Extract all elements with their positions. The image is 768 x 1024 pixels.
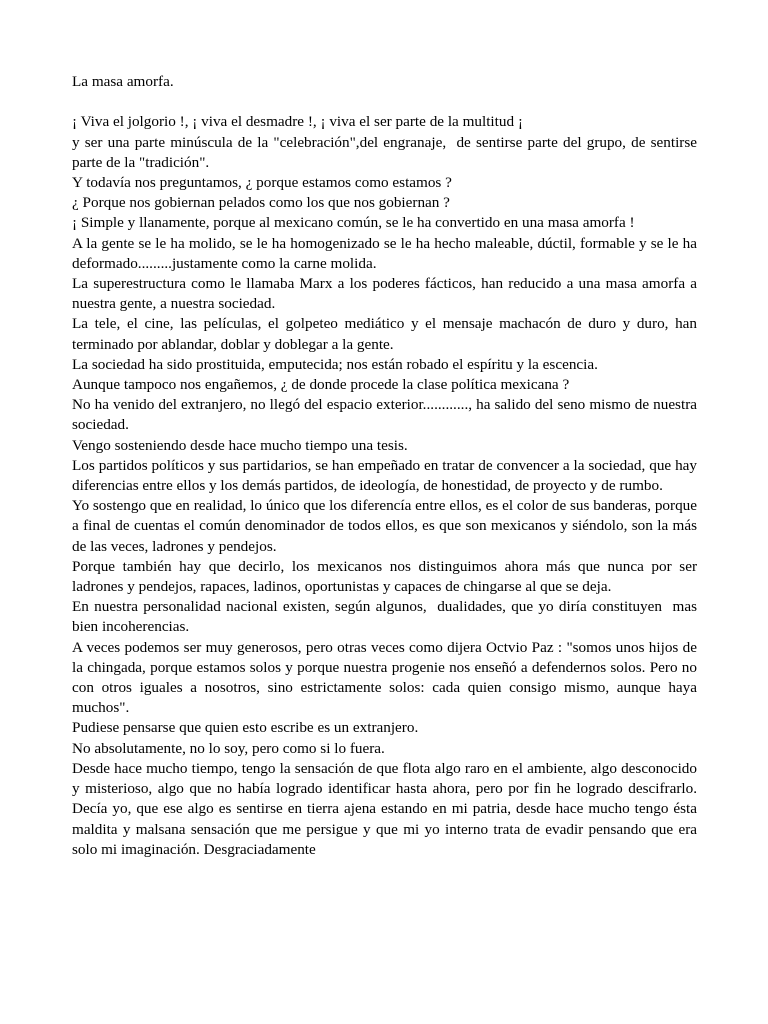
paragraph: En nuestra personalidad nacional existen, según algunos, dualidades, que yo diría constituyen mas bien incoherencias. xyxy=(72,598,701,636)
paragraph: Y todavía nos preguntamos, ¿ porque estamos como estamos ? xyxy=(72,174,452,191)
paragraph: Pudiese pensarse que quien esto escribe es un extranjero. xyxy=(72,719,419,737)
paragraph: La superestructura como le llamaba Marx a los poderes fácticos, han reducido a una masa amorfa a nuestra gente, a nuestra sociedad. xyxy=(72,275,701,313)
paragraph: ¡ Viva el jolgorio !, ¡ viva el desmadre !, ¡ viva el ser parte de la multitud ¡ xyxy=(72,113,523,131)
paragraph: Aunque tampoco nos engañemos, ¿ de donde procede la clase política mexicana ? xyxy=(72,376,570,394)
paragraph: Desde hace mucho tiempo, tengo la sensación de que flota algo raro en el ambiente, algo desconocido y misterioso, algo que no había logrado identificar hasta ahora, pero por fin he logrado descifrarlo. Decía yo, que ese algo es sentirse en tierra ajena estando en mi patria, desde hace mucho tengo ésta maldita y malsana sensación que me persigue y que mi yo interno trata de evadir pensando que era solo mi imaginación. Desgraciadamente xyxy=(72,759,701,858)
paragraph: La sociedad ha sido prostituida, emputecida; nos están robado el espíritu y la escencia. xyxy=(72,355,598,373)
document-title: La masa amorfa. xyxy=(72,73,174,90)
paragraph: Porque también hay que decirlo, los mexicanos nos distinguimos ahora más que nunca por ser ladrones y pendejos, rapaces, ladinos, oportunistas y capaces de chingarse al que se deja. xyxy=(72,557,701,596)
paragraph: No absolutamente, no lo soy, pero como si lo fuera. xyxy=(72,739,385,757)
paragraph: A veces podemos ser muy generosos, pero otras veces como dijera Octvio Paz : "somos unos hijos de la chingada, porque estamos solos y porque nuestra progenie nos enseñó a defendernos solos. Pero no con otros iguales a nosotros, sino estrictamente solos: cada quien consigo mismo, aunque haya muchos". xyxy=(72,638,701,717)
paragraph: No ha venido del extranjero, no llegó del espacio exterior............, ha salido del seno mismo de nuestra sociedad. xyxy=(72,396,701,434)
paragraph: A la gente se le ha molido, se le ha homogenizado se le ha hecho maleable, dúctil, formable y se le ha deformado.........justamente como la carne molida. xyxy=(72,234,701,272)
paragraph: Yo sostengo que en realidad, lo único que los diferencía entre ellos, es el color de sus banderas, porque a final de cuentas el común denominador de todos ellos, es que son mexicanos y siéndolo, son la más de las veces, ladrones y pendejos. xyxy=(72,497,701,555)
paragraph: ¡ Simple y llanamente, porque al mexicano común, se le ha convertido en una masa amorfa ! xyxy=(72,214,635,232)
paragraph: ¿ Porque nos gobiernan pelados como los que nos gobiernan ? xyxy=(72,194,450,212)
paragraph: Vengo sosteniendo desde hace mucho tiempo una tesis. xyxy=(72,436,408,454)
paragraph: y ser una parte minúscula de la "celebración",del engranaje, de sentirse parte del grupo, de sentirse parte de la "tradición". xyxy=(72,133,701,171)
paragraph: Los partidos políticos y sus partidarios, se han empeñado en tratar de convencer a la sociedad, que hay diferencias entre ellos y los demás partidos, de ideología, de honestidad, de proyecto y de rumbo. xyxy=(72,456,701,495)
document-body xyxy=(72,72,701,860)
paragraph: La tele, el cine, las películas, el golpeteo mediático y el mensaje machacón de duro y duro, han terminado por ablandar, doblar y doblegar a la gente. xyxy=(72,315,701,353)
